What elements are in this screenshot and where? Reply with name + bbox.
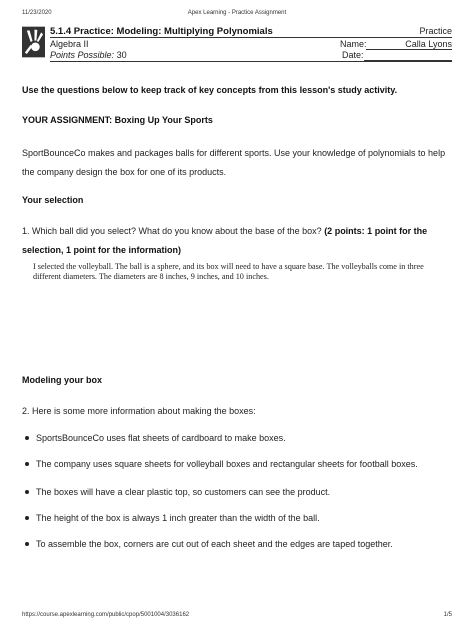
date-label: Date: bbox=[342, 50, 364, 60]
points-possible bbox=[50, 50, 127, 60]
points-label: Points Possible: bbox=[50, 50, 115, 60]
name-value: Calla Lyons bbox=[405, 39, 452, 49]
selection-heading: Your selection bbox=[22, 195, 84, 205]
question-2-text: 2. Here is some more information about making the boxes: bbox=[22, 406, 256, 416]
bullet-dot bbox=[25, 490, 29, 494]
header-rule-top bbox=[50, 37, 452, 38]
date-field[interactable] bbox=[364, 60, 452, 61]
question-1-points: (2 points: 1 point for the selection, 1 point for the information) bbox=[22, 226, 428, 255]
print-date: 11/23/2020 bbox=[22, 10, 52, 16]
list-item-text: SportsBounceCo uses flat sheets of cardboard to make boxes. bbox=[36, 433, 286, 443]
name-underline bbox=[366, 49, 452, 50]
apex-logo-icon bbox=[22, 26, 45, 58]
question-1-answer[interactable]: I selected the volleyball. The ball is a sphere, and its box will need to have a square base. The volleyballs come in three different diameters. The diameters are 8 inches, 9 inches, and 10 inches. bbox=[33, 262, 424, 281]
footer-url[interactable]: https://course.apexlearning.com/public/cpop/5001004/3036162 bbox=[22, 612, 190, 618]
header-rule-bottom bbox=[50, 61, 452, 62]
page-number: 1/5 bbox=[443, 612, 452, 618]
subject-label: Algebra II bbox=[50, 39, 89, 49]
bullet-dot bbox=[25, 542, 29, 546]
intro-instruction: Use the questions below to keep track of key concepts from this lesson's study activity. bbox=[22, 85, 398, 95]
question-1 bbox=[22, 222, 452, 260]
list-item-text: The height of the box is always 1 inch greater than the width of the ball. bbox=[36, 513, 320, 523]
assignment-heading: YOUR ASSIGNMENT: Boxing Up Your Sports bbox=[22, 115, 213, 125]
bullet-dot bbox=[25, 516, 29, 520]
assignment-description: SportBounceCo makes and packages balls for different sports. Use your knowledge of polynomials to help the company design the box for one of its products. bbox=[22, 148, 446, 177]
list-item-text: The boxes will have a clear plastic top, so customers can see the product. bbox=[36, 487, 331, 497]
list-item-text: The company uses square sheets for volleyball boxes and rectangular sheets for football boxes. bbox=[36, 459, 418, 469]
points-value: 30 bbox=[116, 50, 127, 60]
bullet-dot bbox=[25, 462, 29, 466]
print-page-title: Apex Learning - Practice Assignment bbox=[187, 10, 287, 16]
list-item-text: To assemble the box, corners are cut out of each sheet and the edges are taped together. bbox=[36, 539, 393, 549]
modeling-heading: Modeling your box bbox=[22, 375, 102, 385]
bullet-dot bbox=[25, 436, 29, 440]
name-label: Name: bbox=[340, 39, 367, 49]
assignment-title: 5.1.4 Practice: Modeling: Multiplying Polynomials bbox=[50, 26, 273, 37]
assignment-type: Practice bbox=[419, 26, 452, 36]
question-1-text: 1. Which ball did you select? What do you know about the base of the box? bbox=[22, 226, 325, 236]
